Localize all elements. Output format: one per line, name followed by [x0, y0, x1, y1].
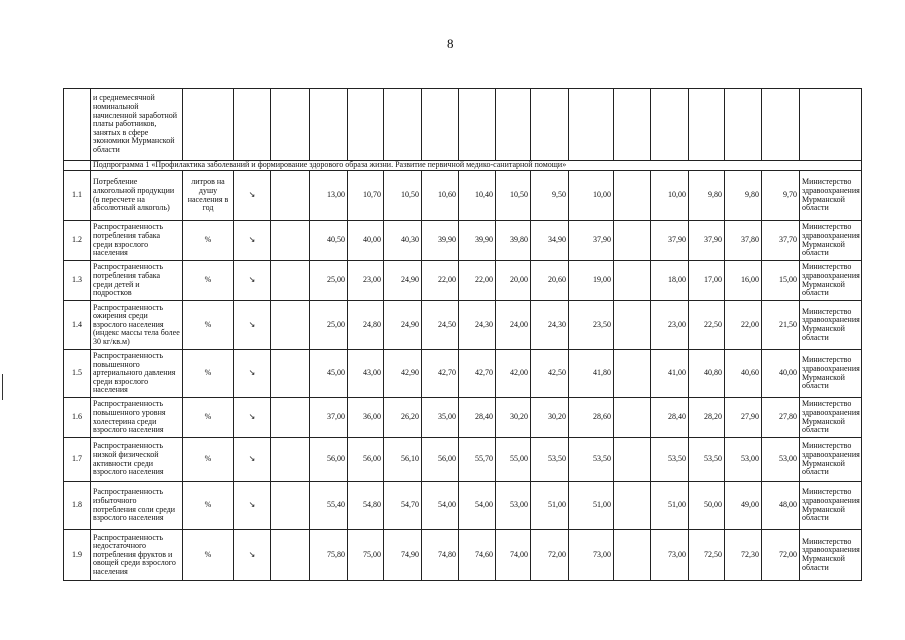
value-cell: 53,00 — [762, 438, 800, 482]
spacer-cell — [271, 350, 310, 398]
value-cell: 72,50 — [689, 530, 725, 581]
value-cell: 56,10 — [384, 438, 422, 482]
value-cell: 10,70 — [348, 171, 384, 221]
value-cell: 73,00 — [651, 530, 689, 581]
row-number: 1.2 — [64, 221, 91, 261]
value-cell: 74,60 — [459, 530, 496, 581]
value-cell: 37,90 — [569, 221, 614, 261]
value-cell — [614, 438, 651, 482]
table-row — [64, 171, 862, 221]
top-row-text: и среднемесячной номинальной начисленной заработной платы работников, занятых в сфере экономики Мурманской области — [91, 89, 183, 161]
value-cell: 10,00 — [651, 171, 689, 221]
value-cell: 40,50 — [310, 221, 348, 261]
row-number: 1.5 — [64, 350, 91, 398]
value-cell — [614, 530, 651, 581]
table-row — [64, 301, 862, 350]
value-cell: 15,00 — [762, 261, 800, 301]
value-cell: 42,70 — [422, 350, 459, 398]
trend-arrow-icon: ↘ — [234, 438, 271, 482]
subprogram-row — [64, 161, 862, 171]
value-cell: 24,30 — [459, 301, 496, 350]
value-cell: 39,90 — [422, 221, 459, 261]
value-cell: 54,00 — [459, 482, 496, 530]
responsible-org: Министерство здравоохранения Мурманской области — [800, 530, 862, 581]
trend-arrow-icon: ↘ — [234, 398, 271, 438]
row-number: 1.1 — [64, 171, 91, 221]
table-row — [64, 482, 862, 530]
value-cell — [614, 261, 651, 301]
row-number: 1.4 — [64, 301, 91, 350]
trend-arrow-icon: ↘ — [234, 221, 271, 261]
trend-arrow-icon: ↘ — [234, 301, 271, 350]
value-cell: 27,80 — [762, 398, 800, 438]
value-cell: 24,90 — [384, 261, 422, 301]
unit-of-measure: литров на душу населения в год — [183, 171, 234, 221]
value-cell: 50,00 — [689, 482, 725, 530]
row-number: 1.9 — [64, 530, 91, 581]
value-cell: 30,20 — [496, 398, 531, 438]
value-cell: 27,90 — [725, 398, 762, 438]
value-cell: 30,20 — [531, 398, 569, 438]
value-cell: 48,00 — [762, 482, 800, 530]
spacer-cell — [271, 438, 310, 482]
value-cell: 10,50 — [496, 171, 531, 221]
trend-arrow-icon: ↘ — [234, 350, 271, 398]
value-cell: 23,00 — [651, 301, 689, 350]
value-cell: 42,50 — [531, 350, 569, 398]
value-cell: 53,50 — [651, 438, 689, 482]
value-cell: 40,00 — [762, 350, 800, 398]
value-cell: 55,40 — [310, 482, 348, 530]
responsible-org: Министерство здравоохранения Мурманской области — [800, 350, 862, 398]
value-cell: 45,00 — [310, 350, 348, 398]
value-cell: 28,60 — [569, 398, 614, 438]
value-cell: 9,80 — [689, 171, 725, 221]
unit-of-measure: % — [183, 221, 234, 261]
value-cell: 56,00 — [348, 438, 384, 482]
value-cell: 22,00 — [422, 261, 459, 301]
indicator-name: Потребление алкогольной продукции (в пересчете на абсолютный алкоголь) — [91, 171, 183, 221]
value-cell — [614, 171, 651, 221]
value-cell: 22,00 — [459, 261, 496, 301]
value-cell: 55,00 — [496, 438, 531, 482]
value-cell: 20,60 — [531, 261, 569, 301]
value-cell — [614, 221, 651, 261]
row-number: 1.3 — [64, 261, 91, 301]
unit-of-measure: % — [183, 398, 234, 438]
value-cell: 25,00 — [310, 301, 348, 350]
value-cell: 9,70 — [762, 171, 800, 221]
value-cell: 20,00 — [496, 261, 531, 301]
table-row — [64, 438, 862, 482]
value-cell: 21,50 — [762, 301, 800, 350]
spacer-cell — [271, 261, 310, 301]
spacer-cell — [271, 482, 310, 530]
value-cell: 75,00 — [348, 530, 384, 581]
value-cell: 37,80 — [725, 221, 762, 261]
row-number: 1.8 — [64, 482, 91, 530]
value-cell: 9,50 — [531, 171, 569, 221]
value-cell: 10,00 — [569, 171, 614, 221]
value-cell — [614, 350, 651, 398]
value-cell: 41,80 — [569, 350, 614, 398]
value-cell: 51,00 — [569, 482, 614, 530]
value-cell: 53,00 — [725, 438, 762, 482]
row-number: 1.6 — [64, 398, 91, 438]
value-cell: 72,00 — [762, 530, 800, 581]
value-cell: 16,00 — [725, 261, 762, 301]
value-cell: 24,00 — [496, 301, 531, 350]
unit-of-measure: % — [183, 261, 234, 301]
spacer-cell — [271, 530, 310, 581]
responsible-org: Министерство здравоохранения Мурманской области — [800, 482, 862, 530]
value-cell: 28,40 — [459, 398, 496, 438]
responsible-org: Министерство здравоохранения Мурманской области — [800, 261, 862, 301]
indicator-name: Распространенность потребления табака среди детей и подростков — [91, 261, 183, 301]
value-cell: 53,00 — [496, 482, 531, 530]
value-cell: 54,80 — [348, 482, 384, 530]
value-cell: 23,00 — [348, 261, 384, 301]
table-row — [64, 530, 862, 581]
page-number: 8 — [447, 36, 454, 51]
value-cell: 24,90 — [384, 301, 422, 350]
indicator-name: Распространенность повышенного уровня холестерина среди взрослого населения — [91, 398, 183, 438]
value-cell: 75,80 — [310, 530, 348, 581]
value-cell: 72,30 — [725, 530, 762, 581]
value-cell: 55,70 — [459, 438, 496, 482]
value-cell: 36,00 — [348, 398, 384, 438]
value-cell: 43,00 — [348, 350, 384, 398]
value-cell: 24,50 — [422, 301, 459, 350]
indicator-name: Распространенность потребления табака среди взрослого населения — [91, 221, 183, 261]
indicator-name: Распространенность повышенного артериального давления среди взрослого населения — [91, 350, 183, 398]
value-cell: 25,00 — [310, 261, 348, 301]
value-cell: 9,80 — [725, 171, 762, 221]
value-cell: 17,00 — [689, 261, 725, 301]
value-cell: 39,80 — [496, 221, 531, 261]
spacer-cell — [271, 221, 310, 261]
value-cell: 28,40 — [651, 398, 689, 438]
value-cell — [614, 301, 651, 350]
value-cell: 42,00 — [496, 350, 531, 398]
subprogram-title: Подпрограмма 1 «Профилактика заболеваний и формирование здорового образа жизни. Развитие первичной медико-санитарной помощи» — [91, 161, 862, 171]
value-cell: 10,40 — [459, 171, 496, 221]
value-cell: 53,50 — [569, 438, 614, 482]
table-row — [64, 350, 862, 398]
value-cell: 37,90 — [651, 221, 689, 261]
indicator-name: Распространенность недостаточного потребления фруктов и овощей среди взрослого населения — [91, 530, 183, 581]
value-cell: 74,90 — [384, 530, 422, 581]
unit-of-measure: % — [183, 301, 234, 350]
trend-arrow-icon: ↘ — [234, 482, 271, 530]
cell-num-empty — [64, 89, 91, 161]
value-cell: 40,30 — [384, 221, 422, 261]
value-cell: 40,60 — [725, 350, 762, 398]
value-cell: 40,80 — [689, 350, 725, 398]
unit-of-measure: % — [183, 438, 234, 482]
table-row — [64, 221, 862, 261]
spacer-cell — [271, 171, 310, 221]
indicators-table — [63, 88, 862, 581]
value-cell: 40,00 — [348, 221, 384, 261]
value-cell: 37,70 — [762, 221, 800, 261]
value-cell: 10,60 — [422, 171, 459, 221]
value-cell: 53,50 — [689, 438, 725, 482]
value-cell — [614, 398, 651, 438]
value-cell: 74,80 — [422, 530, 459, 581]
value-cell: 53,50 — [531, 438, 569, 482]
value-cell: 51,00 — [651, 482, 689, 530]
value-cell: 34,90 — [531, 221, 569, 261]
row-number: 1.7 — [64, 438, 91, 482]
value-cell: 42,70 — [459, 350, 496, 398]
value-cell: 37,90 — [689, 221, 725, 261]
indicator-name: Распространенность ожирения среди взрослого населения (индекс массы тела более 30 кг/кв.м) — [91, 301, 183, 350]
table-row — [64, 398, 862, 438]
unit-of-measure: % — [183, 482, 234, 530]
value-cell: 18,00 — [651, 261, 689, 301]
table-row — [64, 261, 862, 301]
value-cell: 22,00 — [725, 301, 762, 350]
spacer-cell — [271, 301, 310, 350]
value-cell: 22,50 — [689, 301, 725, 350]
margin-mark — [2, 374, 3, 400]
value-cell: 24,30 — [531, 301, 569, 350]
value-cell: 39,90 — [459, 221, 496, 261]
unit-of-measure: % — [183, 530, 234, 581]
value-cell: 28,20 — [689, 398, 725, 438]
trend-arrow-icon: ↘ — [234, 261, 271, 301]
value-cell: 74,00 — [496, 530, 531, 581]
value-cell: 41,00 — [651, 350, 689, 398]
value-cell: 49,00 — [725, 482, 762, 530]
spacer-cell — [271, 398, 310, 438]
trend-arrow-icon: ↘ — [234, 171, 271, 221]
value-cell: 56,00 — [310, 438, 348, 482]
value-cell: 26,20 — [384, 398, 422, 438]
value-cell: 24,80 — [348, 301, 384, 350]
value-cell: 51,00 — [531, 482, 569, 530]
responsible-org: Министерство здравоохранения Мурманской области — [800, 171, 862, 221]
indicator-name: Распространенность низкой физической активности среди взрослого населения — [91, 438, 183, 482]
value-cell: 10,50 — [384, 171, 422, 221]
value-cell: 13,00 — [310, 171, 348, 221]
value-cell: 54,00 — [422, 482, 459, 530]
responsible-org: Министерство здравоохранения Мурманской области — [800, 438, 862, 482]
responsible-org: Министерство здравоохранения Мурманской области — [800, 301, 862, 350]
value-cell — [614, 482, 651, 530]
table-row-top — [64, 89, 862, 161]
value-cell: 37,00 — [310, 398, 348, 438]
value-cell: 56,00 — [422, 438, 459, 482]
value-cell: 54,70 — [384, 482, 422, 530]
value-cell: 73,00 — [569, 530, 614, 581]
unit-of-measure: % — [183, 350, 234, 398]
value-cell: 23,50 — [569, 301, 614, 350]
value-cell: 35,00 — [422, 398, 459, 438]
trend-arrow-icon: ↘ — [234, 530, 271, 581]
responsible-org: Министерство здравоохранения Мурманской области — [800, 221, 862, 261]
value-cell: 72,00 — [531, 530, 569, 581]
value-cell: 19,00 — [569, 261, 614, 301]
value-cell: 42,90 — [384, 350, 422, 398]
responsible-org: Министерство здравоохранения Мурманской области — [800, 398, 862, 438]
indicator-name: Распространенность избыточного потребления соли среди взрослого населения — [91, 482, 183, 530]
